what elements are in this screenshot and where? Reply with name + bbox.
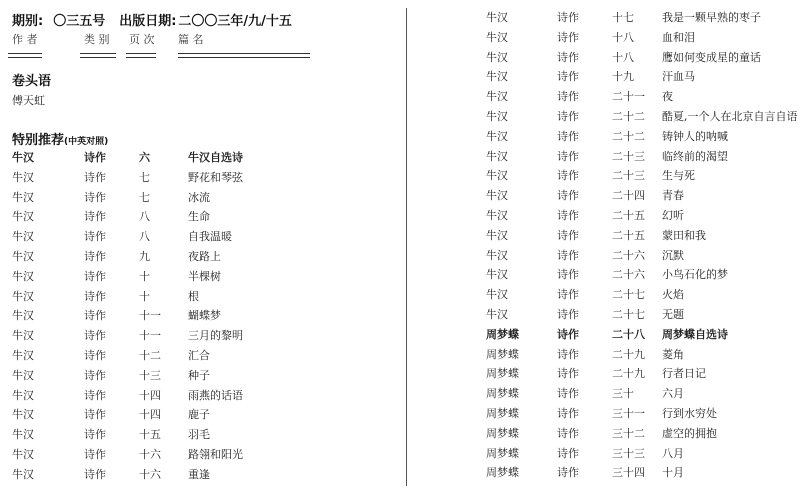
toc-title: 生命 [188, 210, 210, 224]
toc-page: 二十四 [612, 189, 645, 203]
toc-author: 周梦蝶 [486, 466, 519, 480]
toc-page: 十 [139, 289, 150, 303]
toc-page: 十八 [612, 50, 634, 64]
toc-title: 无题 [662, 308, 684, 321]
toc-author: 牛汉 [486, 129, 508, 143]
toc-author: 牛汉 [12, 349, 34, 362]
toc-title: 酷夏,一个人在北京自言自语 [662, 110, 798, 123]
field-author: 作 者 [12, 33, 38, 46]
toc-page: 二十七 [612, 288, 645, 302]
toc-category: 诗作 [84, 151, 106, 164]
toc-title: 蝴蝶梦 [188, 309, 221, 323]
toc-page: 十 [139, 269, 150, 283]
toc-category: 诗作 [557, 426, 579, 440]
toc-author: 牛汉 [12, 309, 34, 323]
toc-page: 七 [139, 170, 150, 184]
toc-page: 二十六 [612, 248, 645, 262]
toc-title: 半棵树 [188, 269, 221, 283]
toc-page: 十五 [139, 428, 161, 442]
toc-page: 九 [139, 250, 150, 263]
toc-title: 野花和琴弦 [188, 170, 243, 184]
toc-category: 诗作 [557, 228, 579, 242]
toc-author: 牛汉 [12, 230, 34, 244]
toc-page: 八 [139, 210, 150, 224]
toc-title: 汗血马 [662, 70, 695, 84]
special-heading-text: 特别推荐 [12, 133, 65, 148]
toc-category: 诗作 [84, 170, 106, 184]
toc-category: 诗作 [84, 289, 106, 303]
toc-title: 羽毛 [188, 428, 210, 442]
toc-title: 冰流 [188, 190, 210, 204]
toc-author: 牛汉 [486, 30, 508, 44]
toc-author: 牛汉 [486, 70, 508, 84]
toc-title: 周梦蝶自选诗 [662, 327, 728, 341]
toc-page: 十六 [139, 467, 161, 481]
toc-page: 十一 [139, 309, 161, 323]
toc-author: 周梦蝶 [486, 387, 519, 401]
toc-category: 诗作 [84, 448, 106, 461]
toc-author: 牛汉 [12, 190, 34, 204]
toc-page: 二十二 [612, 129, 645, 143]
toc-author: 牛汉 [12, 329, 34, 343]
toc-author: 牛汉 [12, 368, 34, 382]
issue-number: 〇三五号 [53, 14, 106, 29]
toc-author: 牛汉 [12, 269, 34, 283]
toc-author: 牛汉 [486, 189, 508, 203]
toc-author: 牛汉 [486, 228, 508, 242]
toc-title: 菱角 [662, 347, 684, 361]
toc-title: 夜 [662, 90, 673, 104]
toc-title: 鹰如何变成星的童话 [662, 50, 761, 64]
toc-category: 诗作 [557, 129, 579, 143]
toc-category: 诗作 [557, 50, 579, 64]
toc-category: 诗作 [84, 368, 106, 382]
toc-page: 二十三 [612, 149, 645, 163]
toc-title: 八月 [662, 446, 684, 460]
toc-author: 牛汉 [12, 151, 34, 164]
toc-title: 火焰 [662, 288, 684, 302]
toc-page: 六 [139, 151, 150, 164]
toc-category: 诗作 [557, 387, 579, 401]
issue-label: 期别: [12, 14, 44, 29]
toc-title: 六月 [662, 387, 684, 401]
toc-title: 十月 [662, 466, 684, 480]
toc-author: 周梦蝶 [486, 426, 519, 440]
toc-title: 根 [188, 289, 199, 303]
toc-author: 牛汉 [486, 268, 508, 282]
toc-page: 二十九 [612, 367, 645, 381]
toc-author: 牛汉 [12, 388, 34, 402]
toc-author: 牛汉 [12, 408, 34, 422]
toc-title: 生与死 [662, 169, 695, 183]
toc-category: 诗作 [557, 149, 579, 163]
field-page: 页 次 [129, 33, 155, 46]
special-subheading: (中英对照) [64, 137, 109, 147]
toc-author: 牛汉 [12, 210, 34, 224]
toc-author: 牛汉 [12, 289, 34, 303]
toc-page: 十四 [139, 388, 161, 402]
toc-title: 幻听 [662, 209, 684, 222]
toc-author: 牛汉 [486, 288, 508, 302]
toc-title: 三月的黎明 [188, 329, 243, 343]
underline-category [80, 53, 116, 58]
toc-category: 诗作 [557, 209, 579, 222]
toc-title: 牛汉自选诗 [188, 151, 243, 164]
toc-page: 十四 [139, 408, 161, 422]
date-label: 出版日期: [119, 14, 177, 29]
toc-author: 牛汉 [486, 209, 508, 222]
toc-title: 夜路上 [188, 250, 221, 263]
toc-page: 二十六 [612, 268, 645, 282]
toc-author: 牛汉 [486, 11, 508, 24]
toc-page: 十二 [139, 349, 161, 362]
toc-title: 血和泪 [662, 30, 695, 44]
toc-page: 二十七 [612, 308, 645, 321]
toc-author: 牛汉 [12, 250, 34, 263]
field-labels [0, 31, 400, 61]
toc-author: 周梦蝶 [486, 327, 519, 341]
toc-category: 诗作 [84, 388, 106, 402]
toc-category: 诗作 [557, 11, 579, 24]
toc-category: 诗作 [557, 288, 579, 302]
toc-category: 诗作 [84, 349, 106, 362]
toc-title: 鹿子 [188, 408, 210, 422]
toc-category: 诗作 [557, 110, 579, 123]
toc-author: 牛汉 [486, 50, 508, 64]
toc-title: 小鸟石化的梦 [662, 268, 728, 282]
toc-category: 诗作 [84, 428, 106, 442]
toc-author: 牛汉 [486, 248, 508, 262]
toc-page: 十六 [139, 448, 161, 461]
toc-category: 诗作 [84, 269, 106, 283]
toc-title: 铸钟人的呐喊 [662, 129, 728, 143]
toc-author: 周梦蝶 [486, 446, 519, 460]
toc-category: 诗作 [84, 309, 106, 323]
toc-page: 十九 [612, 70, 634, 84]
publish-date: 二〇〇三年/九/十五 [178, 14, 292, 29]
toc-page: 八 [139, 230, 150, 244]
toc-author: 牛汉 [486, 169, 508, 183]
toc-author: 牛汉 [12, 170, 34, 184]
toc-author: 牛汉 [486, 90, 508, 104]
field-title: 篇 名 [178, 33, 204, 46]
toc-category: 诗作 [557, 407, 579, 420]
toc-category: 诗作 [557, 327, 579, 341]
toc-title: 路翎和阳光 [188, 448, 243, 461]
toc-author: 周梦蝶 [486, 367, 519, 381]
toc-category: 诗作 [557, 268, 579, 282]
toc-author: 牛汉 [486, 149, 508, 163]
toc-title: 雨燕的话语 [188, 388, 243, 402]
toc-category: 诗作 [557, 347, 579, 361]
toc-category: 诗作 [84, 329, 106, 343]
toc-title: 种子 [188, 368, 210, 382]
toc-category: 诗作 [557, 367, 579, 381]
toc-page: 三十 [612, 387, 634, 401]
toc-page: 二十五 [612, 209, 645, 222]
field-category: 类 别 [84, 33, 110, 46]
toc-category: 诗作 [84, 408, 106, 422]
toc-author: 牛汉 [486, 110, 508, 123]
toc-page: 三十一 [612, 407, 645, 420]
toc-category: 诗作 [84, 210, 106, 224]
toc-title: 自我温暖 [188, 230, 232, 244]
toc-page: 十一 [139, 329, 161, 343]
toc-page: 二十一 [612, 90, 645, 104]
toc-title: 重逢 [188, 467, 210, 481]
toc-page: 十三 [139, 368, 161, 382]
column-divider [406, 8, 407, 486]
toc-category: 诗作 [557, 446, 579, 460]
toc-category: 诗作 [84, 467, 106, 481]
toc-author: 牛汉 [12, 428, 34, 442]
preface-heading: 卷头语 [12, 74, 52, 89]
toc-page: 二十九 [612, 347, 645, 361]
toc-title: 我是一颗早熟的枣子 [662, 11, 761, 24]
toc-title: 临终前的渴望 [662, 149, 728, 163]
toc-page: 三十三 [612, 446, 645, 460]
issue-header [12, 10, 302, 29]
toc-page: 七 [139, 190, 150, 204]
toc-title: 虚空的拥抱 [662, 426, 717, 440]
toc-category: 诗作 [557, 189, 579, 203]
toc-category: 诗作 [84, 250, 106, 263]
toc-title: 行到水穷处 [662, 407, 717, 420]
toc-title: 汇合 [188, 349, 210, 362]
toc-page: 二十二 [612, 110, 645, 123]
preface-author: 傅天虹 [12, 94, 45, 107]
toc-author: 牛汉 [486, 308, 508, 321]
toc-page: 三十二 [612, 426, 645, 440]
toc-page: 十七 [612, 11, 634, 24]
toc-author: 牛汉 [12, 467, 34, 481]
toc-author: 牛汉 [12, 448, 34, 461]
toc-title: 蒙田和我 [662, 228, 706, 242]
toc-page: 二十五 [612, 228, 645, 242]
underline-page [126, 53, 156, 58]
toc-title: 青春 [662, 189, 684, 203]
toc-category: 诗作 [557, 308, 579, 321]
toc-page: 二十三 [612, 169, 645, 183]
toc-author: 周梦蝶 [486, 347, 519, 361]
toc-page: 十八 [612, 30, 634, 44]
toc-category: 诗作 [557, 30, 579, 44]
underline-author [8, 53, 42, 58]
toc-page: 三十四 [612, 466, 645, 480]
toc-author: 周梦蝶 [486, 407, 519, 420]
toc-category: 诗作 [84, 230, 106, 244]
toc-category: 诗作 [557, 466, 579, 480]
toc-category: 诗作 [84, 190, 106, 204]
special-heading [12, 129, 108, 148]
toc-title: 行者日记 [662, 367, 706, 381]
toc-category: 诗作 [557, 90, 579, 104]
underline-title [178, 53, 310, 58]
toc-category: 诗作 [557, 70, 579, 84]
toc-title: 沉默 [662, 248, 684, 262]
toc-category: 诗作 [557, 169, 579, 183]
toc-category: 诗作 [557, 248, 579, 262]
toc-page: 二十八 [612, 327, 645, 341]
